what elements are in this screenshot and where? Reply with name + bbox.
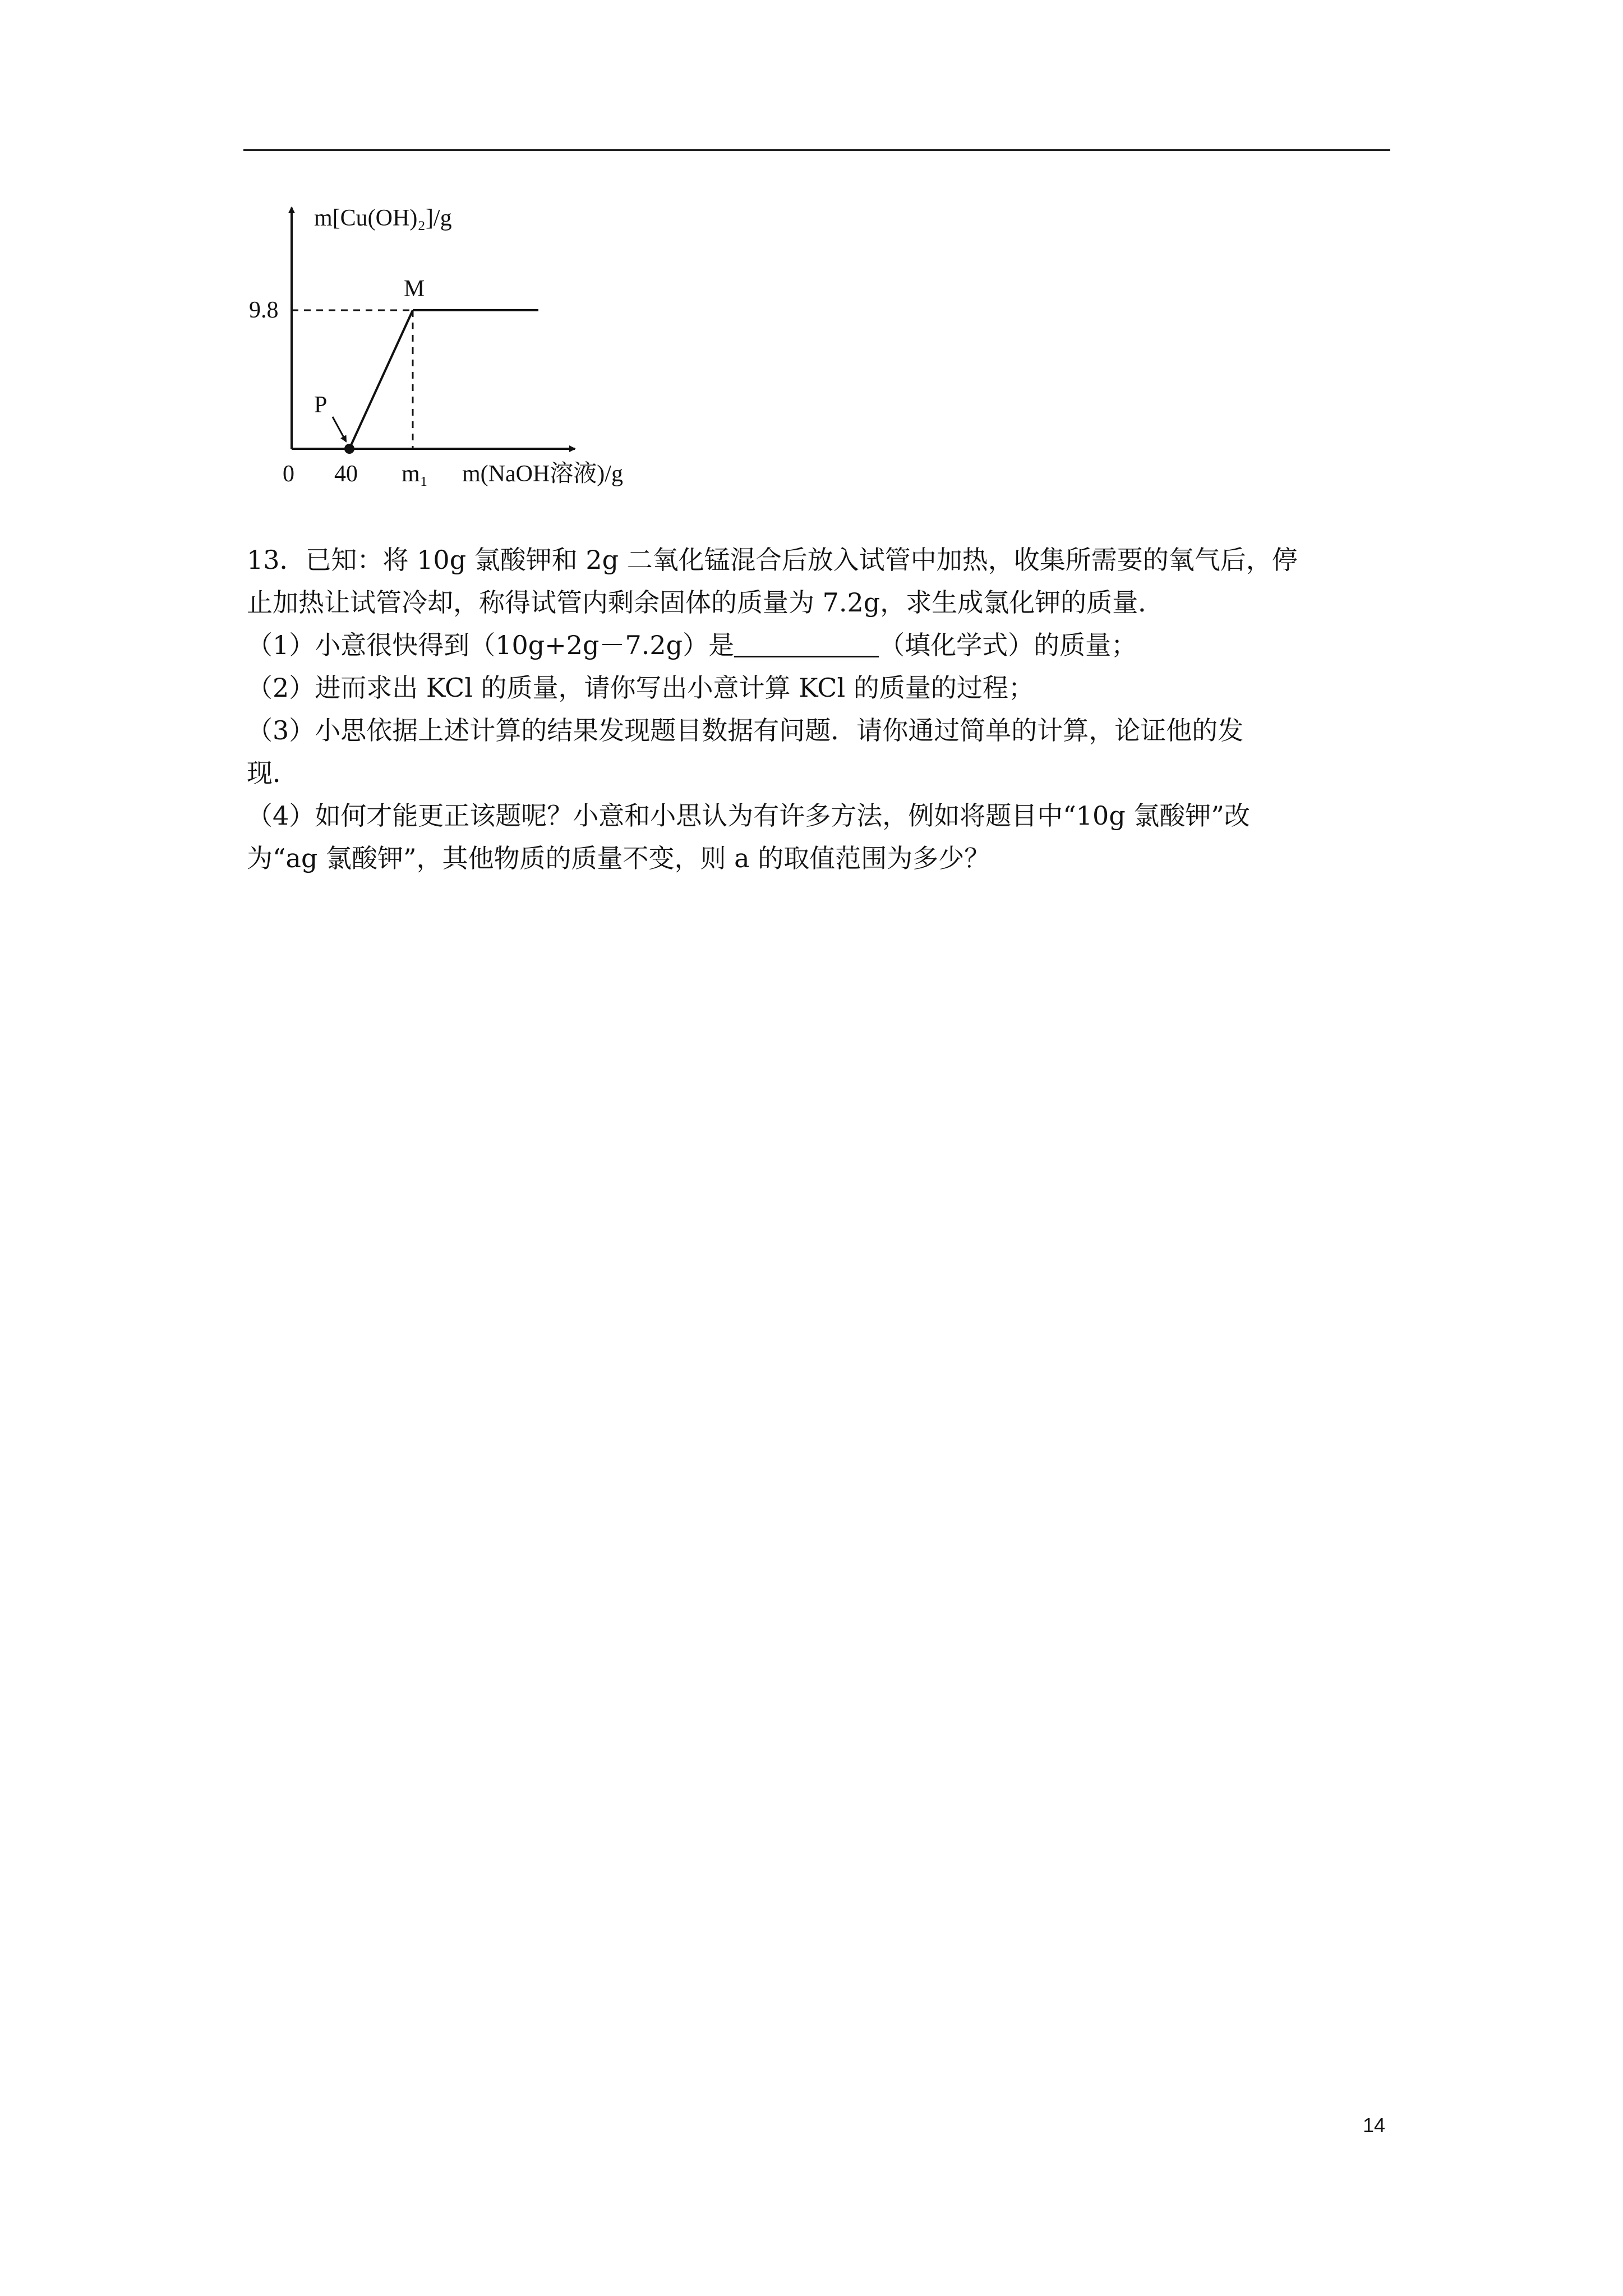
point-p-marker [344, 444, 354, 454]
y-axis-label: m[Cu(OH)₂]/g [314, 205, 452, 231]
question-13 [247, 539, 1391, 880]
sub-question-3-line-1: （3）小思依据上述计算的结果发现题目数据有问题．请你通过简单的计算，论证他的发 [247, 715, 1244, 746]
header-rule [243, 149, 1390, 151]
sub-question-1-text: （1）小意很快得到（10g+2g－7.2g）是 [247, 630, 735, 660]
sub-question-4-line-1: （4）如何才能更正该题呢？小意和小思认为有许多方法，例如将题目中“10g 氯酸钾”改 [247, 800, 1250, 831]
point-p-label: P [314, 392, 328, 418]
x-tick-label-origin: 0 [283, 461, 294, 487]
x-tick-label-m1: m₁ [402, 461, 428, 487]
sub-question-1 [247, 624, 1391, 666]
question-intro-line-1: 13．已知：将 10g 氯酸钾和 2g 二氧化锰混合后放入试管中加热，收集所需要的氧气后，停 [247, 545, 1298, 575]
sub-question-2: （2）进而求出 KCl 的质量，请你写出小意计算 KCl 的质量的过程； [247, 673, 1034, 703]
x-tick-label-40: 40 [334, 461, 358, 487]
graph-svg [236, 191, 695, 505]
sub-question-1-text-end: （填化学式）的质量； [879, 630, 1137, 660]
y-tick-label: 9.8 [249, 297, 279, 323]
sub-question-4-line-2: 为“ag 氯酸钾”，其他物质的质量不变，则 a 的取值范围为多少？ [247, 843, 990, 873]
sub-question-3-line-2: 现． [247, 758, 298, 788]
answer-blank[interactable] [734, 629, 879, 657]
x-axis-label: m(NaOH溶液)/g [462, 461, 623, 487]
rising-line [349, 310, 413, 449]
page-number: 14 [1363, 2114, 1386, 2137]
point-m-label: M [404, 276, 425, 302]
point-p-pointer [333, 417, 346, 441]
cuoh2-mass-graph [236, 191, 695, 505]
question-intro-line-2: 止加热让试管冷却，称得试管内剩余固体的质量为 7.2g，求生成氯化钾的质量． [247, 587, 1164, 618]
